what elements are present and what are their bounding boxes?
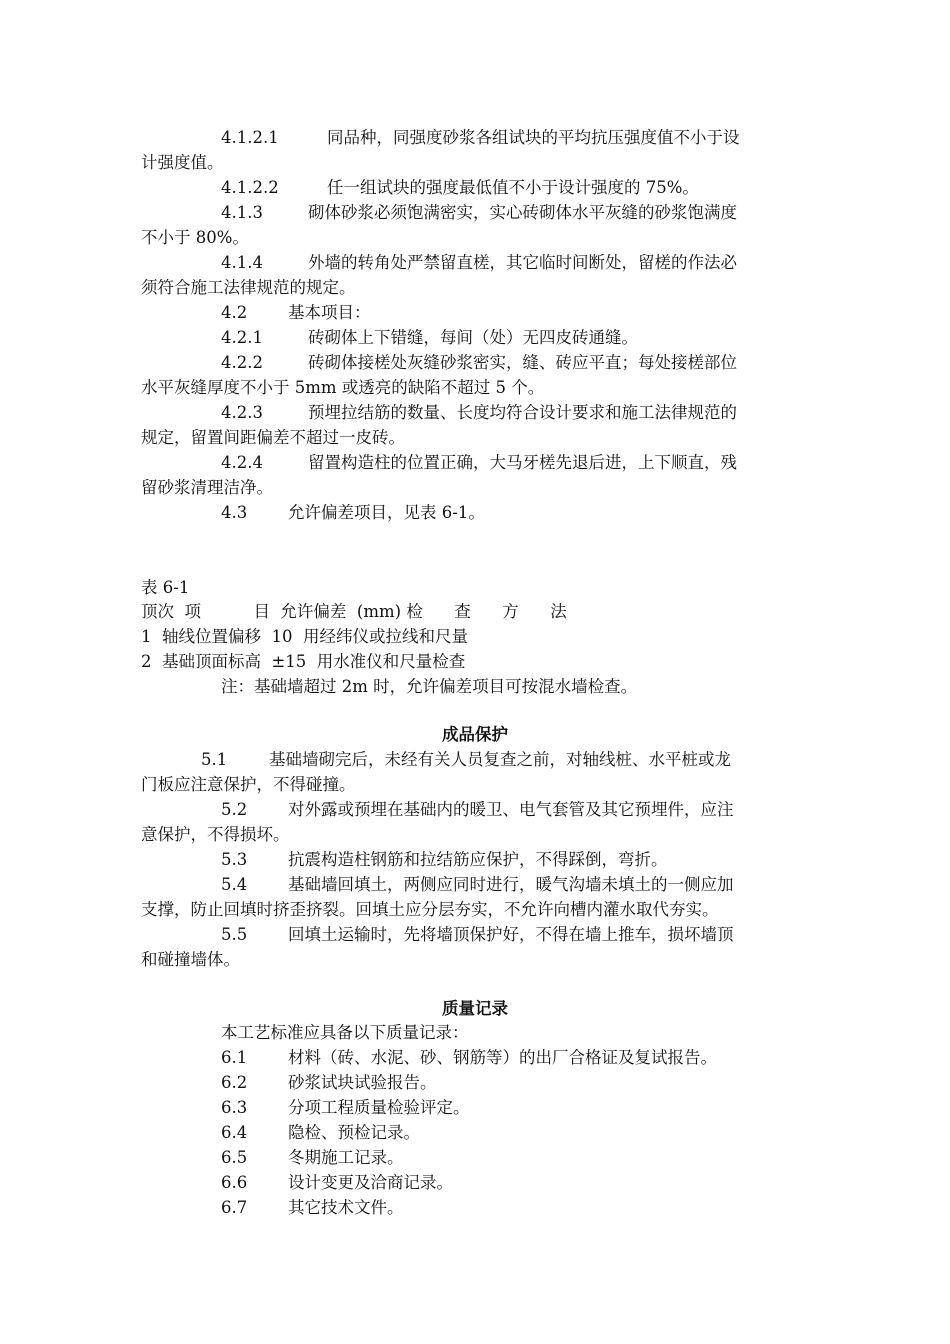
clause-text: 留置构造柱的位置正确，大马牙槎先退后进，上下顺直，残	[308, 453, 737, 472]
item-text: 设计变更及洽商记录。	[288, 1173, 453, 1192]
clause-5-5	[221, 923, 734, 947]
clause-text: 砌体砂浆必须饱满密实，实心砖砌体水平灰缝的砂浆饱满度	[308, 203, 737, 222]
clause-text: 砖砌体上下错缝，每间（处）无四皮砖通缝。	[308, 328, 638, 347]
clause-4-1-3	[221, 201, 737, 225]
clause-number: 4.1.4	[221, 253, 263, 272]
clause-4-1-2-1	[221, 126, 740, 150]
clause-number: 5.5	[221, 925, 248, 944]
item-text: 分项工程质量检验评定。	[288, 1098, 470, 1117]
item-text: 其它技术文件。	[288, 1198, 404, 1217]
clause-4-1-4-cont: 须符合施工法律规范的规定。	[141, 278, 356, 297]
clause-4-1-2-2	[221, 176, 699, 200]
clause-text: 预埋拉结筋的数量、长度均符合设计要求和施工法律规范的	[308, 403, 737, 422]
item-text: 砂浆试块试验报告。	[288, 1073, 437, 1092]
list-item	[221, 1071, 437, 1095]
table-row: 1 轴线位置偏移 10 用经纬仪或拉线和尺量	[141, 627, 468, 646]
clause-4-2-4	[221, 451, 737, 475]
list-item	[221, 1096, 470, 1120]
clause-text: 允许偏差项目，见表 6-1。	[288, 503, 485, 522]
clause-number: 4.2.3	[221, 403, 263, 422]
item-text: 冬期施工记录。	[288, 1148, 404, 1167]
clause-number: 4.1.2.1	[221, 128, 279, 147]
list-item	[221, 1171, 453, 1195]
list-item	[221, 1146, 404, 1170]
clause-text: 回填土运输时，先将墙顶保护好，不得在墙上推车，损坏墙顶	[288, 925, 734, 944]
clause-number: 4.2.1	[221, 328, 263, 347]
clause-4-1-3-cont: 不小于 80%。	[141, 228, 249, 247]
table-header: 顶次 项 目 允许偏差 (mm) 检 查 方 法	[141, 602, 567, 621]
clause-4-2-3-cont: 规定，留置间距偏差不超过一皮砖。	[141, 428, 405, 447]
clause-5-2-cont: 意保护，不得损坏。	[141, 825, 290, 844]
clause-number: 5.2	[221, 800, 248, 819]
item-number: 6.1	[221, 1048, 248, 1067]
clause-text: 砖砌体接槎处灰缝砂浆密实，缝、砖应平直；每处接槎部位	[308, 353, 737, 372]
clause-text: 基础墙回填土，两侧应同时进行，暖气沟墙未填土的一侧应加	[288, 875, 734, 894]
clause-4-1-2-1-cont: 计强度值。	[141, 153, 224, 172]
clause-text: 任一组试块的强度最低值不小于设计强度的 75%。	[327, 178, 699, 197]
section-title-protection: 成品保护	[442, 725, 508, 744]
item-text: 材料（砖、水泥、砂、钢筋等）的出厂合格证及复试报告。	[288, 1048, 717, 1067]
clause-5-3	[221, 848, 668, 872]
clause-number: 4.3	[221, 503, 248, 522]
item-number: 6.3	[221, 1098, 248, 1117]
clause-text: 基本项目：	[288, 303, 371, 322]
clause-number: 4.1.2.2	[221, 178, 279, 197]
section-title-records: 质量记录	[442, 999, 508, 1018]
item-number: 6.7	[221, 1198, 248, 1217]
clause-5-1-cont: 门板应注意保护，不得碰撞。	[141, 775, 356, 794]
table-row: 2 基础顶面标高 ±15 用水准仪和尺量检查	[141, 652, 466, 671]
clause-5-1	[201, 748, 731, 772]
clause-4-2-2	[221, 351, 737, 375]
clause-number: 5.3	[221, 850, 248, 869]
clause-4-2-4-cont: 留砂浆清理洁净。	[141, 478, 273, 497]
clause-4-2-2-cont: 水平灰缝厚度不小于 5mm 或透亮的缺陷不超过 5 个。	[141, 378, 545, 397]
item-number: 6.6	[221, 1173, 248, 1192]
clause-number: 4.2	[221, 303, 248, 322]
clause-5-4	[221, 873, 734, 897]
clause-4-1-4	[221, 251, 737, 275]
clause-number: 4.1.3	[221, 203, 263, 222]
clause-number: 4.2.4	[221, 453, 263, 472]
item-text: 隐检、预检记录。	[288, 1123, 420, 1142]
list-item	[221, 1046, 717, 1070]
item-number: 6.5	[221, 1148, 248, 1167]
clause-number: 4.2.2	[221, 353, 263, 372]
clause-5-2	[221, 798, 734, 822]
clause-text: 基础墙砌完后，未经有关人员复查之前，对轴线桩、水平桩或龙	[269, 750, 731, 769]
clause-text: 外墙的转角处严禁留直槎，其它临时间断处，留槎的作法必	[308, 253, 737, 272]
clause-number: 5.4	[221, 875, 248, 894]
list-item	[221, 1121, 420, 1145]
table-note: 注：基础墙超过 2m 时，允许偏差项目可按混水墙检查。	[221, 677, 638, 696]
clause-5-5-cont: 和碰撞墙体。	[141, 950, 240, 969]
clause-number: 5.1	[201, 750, 228, 769]
clause-4-2-1	[221, 326, 638, 350]
clause-text: 同品种，同强度砂浆各组试块的平均抗压强度值不小于设	[327, 128, 740, 147]
records-intro: 本工艺标准应具备以下质量记录：	[221, 1023, 469, 1042]
table-caption: 表 6-1	[141, 578, 190, 597]
clause-text: 对外露或预埋在基础内的暖卫、电气套管及其它预埋件，应注	[288, 800, 734, 819]
list-item	[221, 1196, 404, 1220]
clause-5-4-cont: 支撑，防止回填时挤歪挤裂。回填土应分层夯实，不允许向槽内灌水取代夯实。	[141, 900, 719, 919]
item-number: 6.2	[221, 1073, 248, 1092]
clause-4-2-3	[221, 401, 737, 425]
clause-4-3	[221, 501, 485, 525]
item-number: 6.4	[221, 1123, 248, 1142]
clause-text: 抗震构造柱钢筋和拉结筋应保护，不得踩倒，弯折。	[288, 850, 668, 869]
clause-4-2	[221, 301, 371, 325]
